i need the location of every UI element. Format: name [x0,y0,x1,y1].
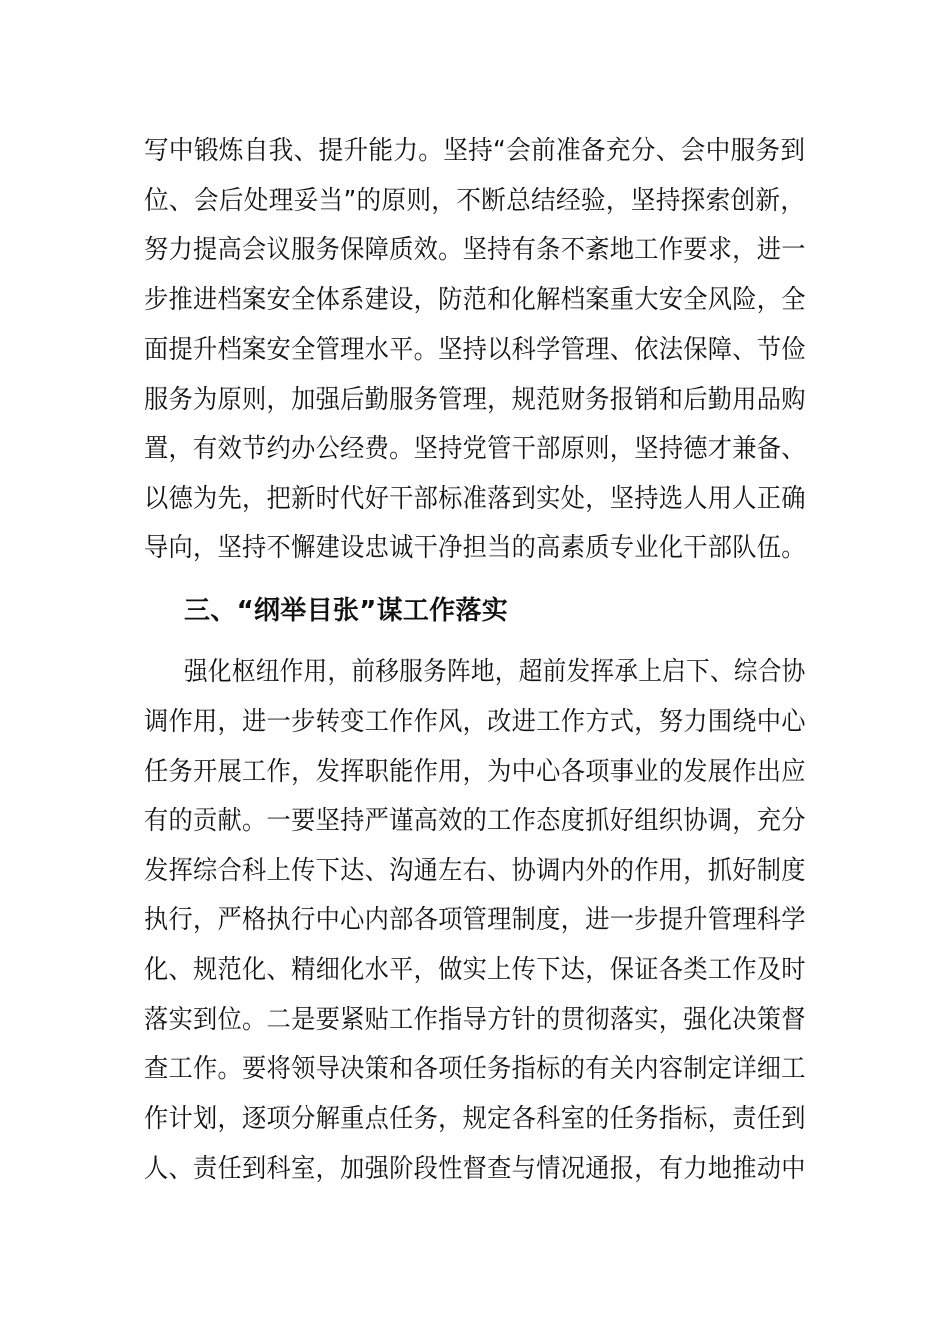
paragraph-line: 查工作。要将领导决策和各项任务指标的有关内容制定详细工 [144,1054,806,1084]
paragraph-line: 面提升档案安全管理水平。坚持以科学管理、依法保障、节俭 [144,335,806,365]
paragraph-line: 执行，严格执行中心内部各项管理制度，进一步提升管理科学 [144,905,806,935]
paragraph-line: 置，有效节约办公经费。坚持党管干部原则，坚持德才兼备、 [144,434,806,464]
paragraph-line: 化、规范化、精细化水平，做实上传下达，保证各类工作及时 [144,955,806,985]
paragraph-line: 发挥综合科上传下达、沟通左右、协调内外的作用，抓好制度 [144,856,806,886]
paragraph-line: 服务为原则，加强后勤服务管理，规范财务报销和后勤用品购 [144,385,806,415]
paragraph-line: 步推进档案安全体系建设，防范和化解档案重大安全风险，全 [144,285,806,315]
paragraph-line: 导向，坚持不懈建设忠诚干净担当的高素质专业化干部队伍。 [144,533,806,563]
paragraph-line: 以德为先，把新时代好干部标准落到实处，坚持选人用人正确 [144,484,806,514]
paragraph-line: 强化枢纽作用，前移服务阵地，超前发挥承上启下、综合协 [184,657,806,687]
paragraph-line: 努力提高会议服务保障质效。坚持有条不紊地工作要求，进一 [144,235,806,265]
paragraph-line: 人、责任到科室，加强阶段性督查与情况通报，有力地推动中 [144,1154,806,1184]
paragraph-line: 调作用，进一步转变工作作风，改进工作方式，努力围绕中心 [144,707,806,737]
paragraph-line: 写中锻炼自我、提升能力。坚持“会前准备充分、会中服务到 [144,136,806,166]
paragraph-line: 任务开展工作，发挥职能作用，为中心各项事业的发展作出应 [144,757,806,787]
paragraph-line: 落实到位。二是要紧贴工作指导方针的贯彻落实，强化决策督 [144,1005,806,1035]
paragraph-line: 位、会后处理妥当”的原则，不断总结经验，坚持探索创新， [144,186,806,216]
paragraph-line: 有的贡献。一要坚持严谨高效的工作态度抓好组织协调，充分 [144,806,806,836]
section-heading: 三、“纲举目张”谋工作落实 [184,596,509,626]
paragraph-line: 作计划，逐项分解重点任务，规定各科室的任务指标，责任到 [144,1104,806,1134]
